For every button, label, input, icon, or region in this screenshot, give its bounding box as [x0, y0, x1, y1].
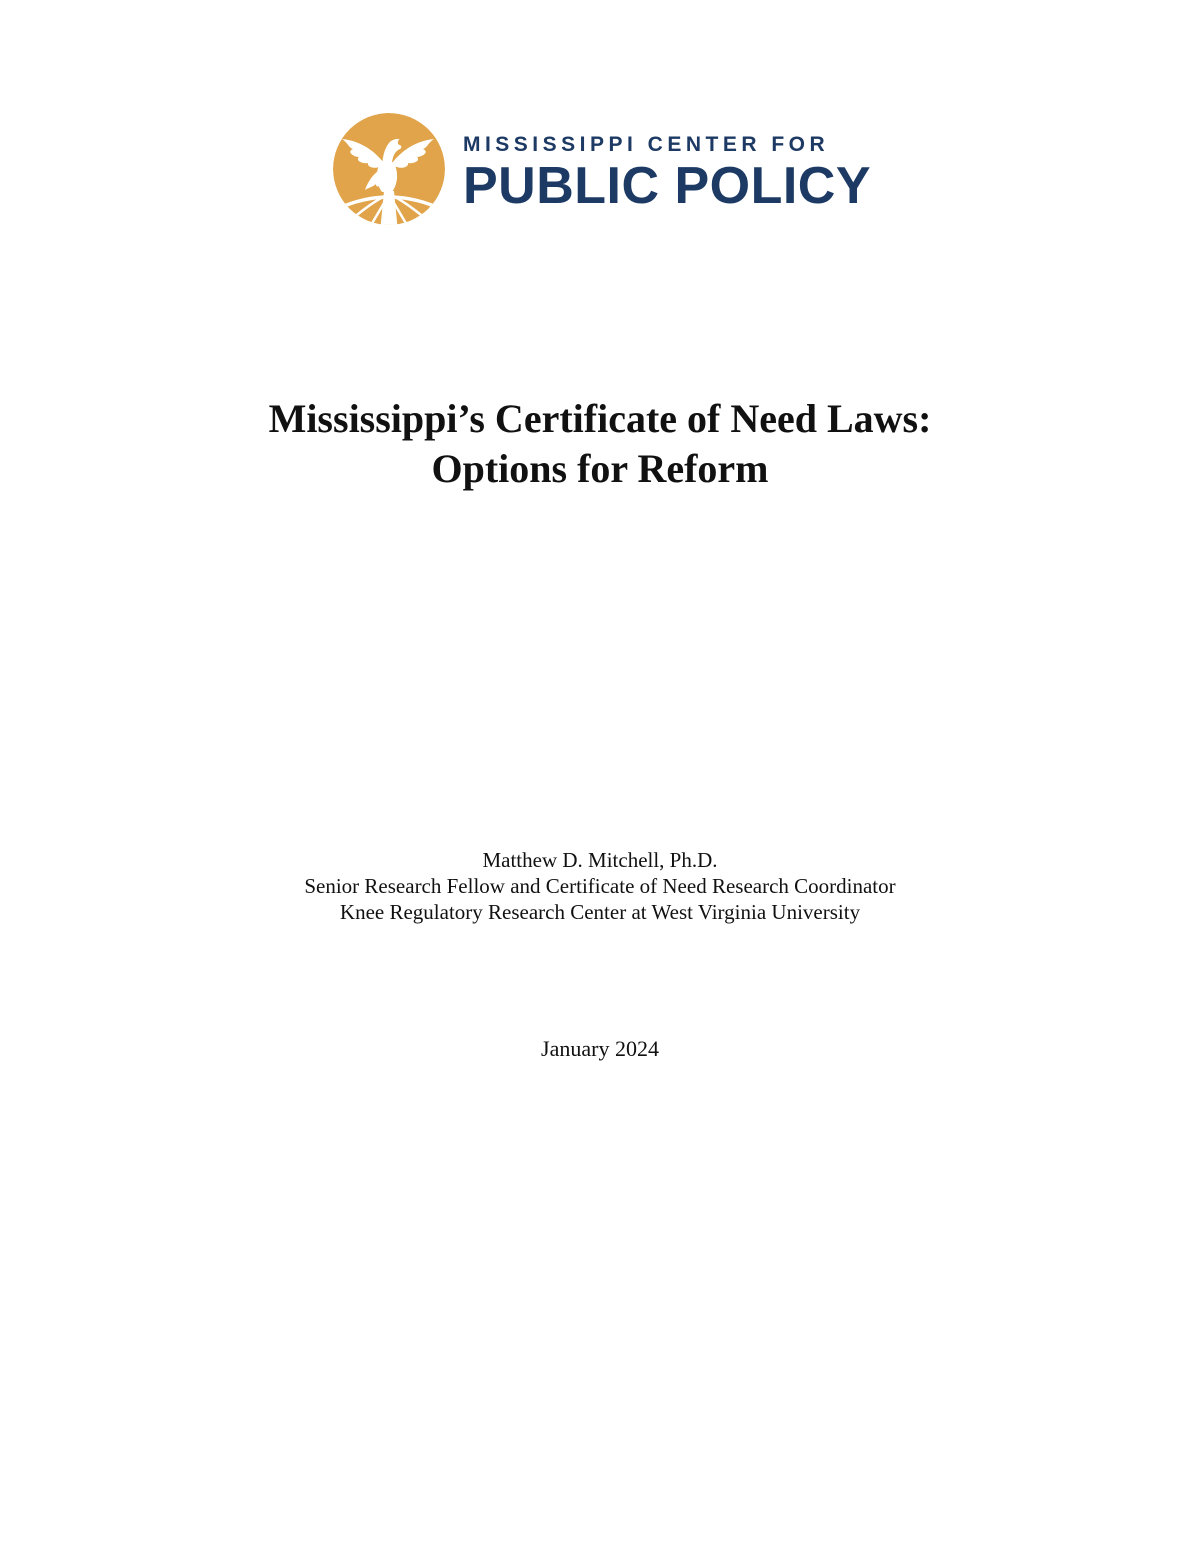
author-role: Senior Research Fellow and Certificate of Need Research Coordinator [304, 874, 896, 898]
publication-date: January 2024 [541, 1036, 659, 1061]
author-block [0, 847, 1200, 925]
eagle-lamp-icon [329, 112, 449, 232]
org-logo [0, 112, 1200, 232]
document-title [0, 394, 1200, 494]
document-title-line1: Mississippi’s Certificate of Need Laws: [268, 396, 932, 441]
author-name: Matthew D. Mitchell, Ph.D. [482, 848, 718, 872]
author-affiliation: Knee Regulatory Research Center at West Virginia University [339, 900, 861, 924]
org-name-bottom: PUBLIC POLICY [462, 156, 872, 215]
org-name-top: MISSISSIPPI CENTER FOR [462, 132, 830, 156]
document-title-line2: Options for Reform [431, 446, 769, 491]
org-name [462, 132, 872, 215]
